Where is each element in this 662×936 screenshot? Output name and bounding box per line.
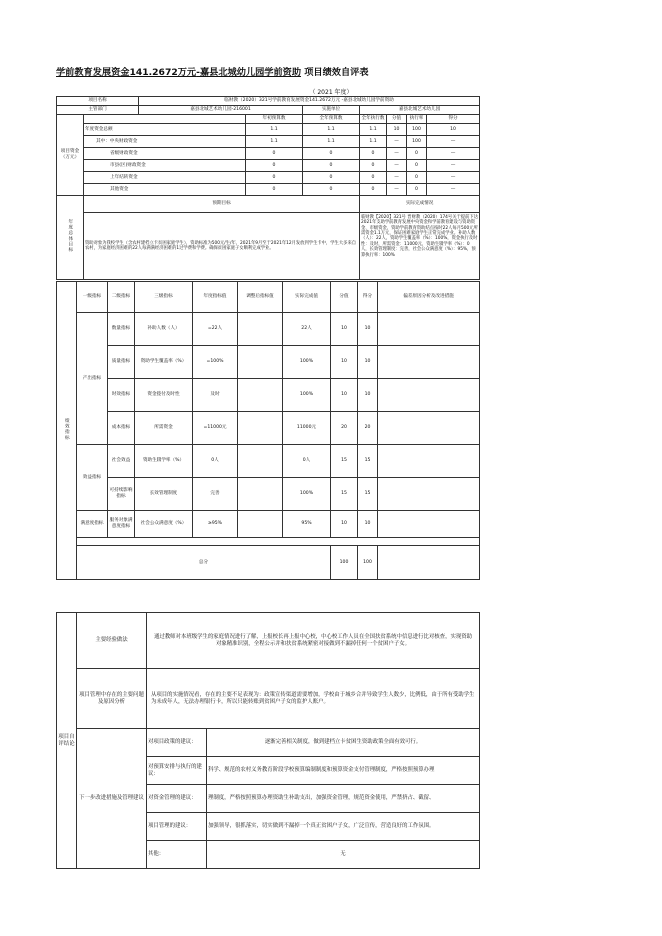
funds-cell: — [387, 184, 407, 196]
actual-result-text: 临财教【2020】321号 晋财教（2020）174号关于提前下达2021年支助学前教育发展中央资金和学前教育建设与资助资金、市级资金，资助学前教育资助结点按时22人每月500元所需资金1.1万元，保证困难家庭学生正常完成学业。补助人数（人）：22人，资助学生覆盖率（%）：100%，资金执行及时性：及时，所需资金：11000元，资助生辍学率（%）：0人，长效管理制度：完善，社会公众满意度（%）：95%，预算执行率：100% [360, 213, 480, 280]
perf-section-label: 绩效指标 [57, 282, 77, 580]
perf-note [378, 445, 480, 478]
problems-label: 项目管理中存在的主要问题及原因分析 [77, 669, 147, 729]
funds-row-label: 其他资金 [84, 184, 246, 196]
funds-cell: — [387, 136, 407, 148]
suggestion-label: 对预算安排与执行的建议： [147, 757, 207, 785]
funds-col-1: 全年预算数 [303, 115, 360, 124]
experience-label: 主要经验做法 [77, 613, 147, 669]
perf-score: 15 [331, 478, 358, 511]
perf-col-8: 偏差原因分析及改进措施 [378, 282, 480, 313]
perf-actual: 0人 [283, 445, 331, 478]
perf-l1: 效益指标 [77, 445, 108, 511]
perf-target: =100% [193, 346, 238, 379]
funds-cell: 1.1 [303, 136, 360, 148]
funds-cell: 0 [360, 160, 387, 172]
funds-col-0: 年初预算数 [246, 115, 303, 124]
perf-actual: 100% [283, 379, 331, 412]
perf-l1: 产出指标 [77, 313, 108, 445]
funds-cell: 1.1 [246, 124, 303, 136]
perf-l3: 所需资金 [135, 412, 193, 445]
perf-actual: 95% [283, 511, 331, 538]
perf-l3: 社会公众满意度（%） [135, 511, 193, 538]
problems-text: 从项目的实施情况看，存在的主要不足表现为：政策宣传渠道需要增加，学校由于城乡合并导致学生人数少，比例低，由于所有受助学生为未成年人，无法办理银行卡，所以只能转账到贫困户子女的监护人账户。 [147, 669, 480, 729]
perf-adjusted [238, 313, 283, 346]
perf-got: 20 [358, 412, 378, 445]
funds-col-5: 得分 [427, 115, 480, 124]
perf-l3: 长效管理制度 [135, 478, 193, 511]
funds-cell: 0 [360, 184, 387, 196]
perf-note [378, 511, 480, 538]
funds-cell: 0 [303, 160, 360, 172]
suggestion-text: 加强领导，很抓落实，切实做到不漏掉一个真正贫困户子女，广泛宣传，营造良好的工作氛围。 [207, 813, 480, 841]
perf-l2: 社会效益 [108, 445, 135, 478]
perf-score: 10 [331, 346, 358, 379]
funds-cell: 0 [407, 184, 427, 196]
perf-score: 10 [331, 511, 358, 538]
impl-label: 实施单位 [303, 106, 360, 115]
perf-l3: 资助学生覆盖率（%） [135, 346, 193, 379]
perf-got: 10 [358, 511, 378, 538]
perf-actual: 11000元 [283, 412, 331, 445]
perf-target: ≥95% [193, 511, 238, 538]
funds-cell: 0 [407, 148, 427, 160]
funds-cell: 1.1 [360, 124, 387, 136]
perf-col-4: 调整后指标值 [238, 282, 283, 313]
funds-col-2: 全年执行数 [360, 115, 387, 124]
title-mid: -嘉县北城幼儿园学前资助 [196, 67, 302, 78]
actual-result-label: 实际完成情况 [360, 196, 480, 213]
header-funds-goals-table [56, 96, 480, 280]
funds-cell: 0 [407, 172, 427, 184]
page-title [56, 64, 369, 78]
funds-cell: 0 [246, 160, 303, 172]
perf-adjusted [238, 412, 283, 445]
next-steps-label: 下一步改进措施及管理建议 [77, 729, 147, 869]
perf-got: 15 [358, 445, 378, 478]
funds-row-label: 市县(区)财政资金 [84, 160, 246, 172]
perf-note [378, 412, 480, 445]
experience-text: 通过教师对本班级学生的家庭情况进行了解，上报校长再上报中心校，中心校工作人员在全国扶贫系统中信息进行比对核查，实现资助对象精准识别，全程公示并和扶贫系统紧密对接做到不漏掉任何一个贫困户子女。 [147, 613, 480, 669]
perf-adjusted [238, 445, 283, 478]
total-note [378, 546, 480, 580]
impl-value: 嘉县北城艺术幼儿园 [360, 106, 480, 115]
suggestion-label: 项目管理的建议： [147, 813, 207, 841]
perf-adjusted [238, 511, 283, 538]
funds-cell: 0 [407, 160, 427, 172]
funds-cell: — [427, 160, 480, 172]
title-suffix: 项目绩效自评表 [301, 67, 369, 78]
funds-cell: 0 [360, 148, 387, 160]
perf-note [378, 379, 480, 412]
funds-col-4: 执行率 [407, 115, 427, 124]
suggestion-text: 逐渐完善相关制度，做到建档立卡贫困生资助政策全面有效可行。 [207, 729, 480, 757]
perf-target: 0人 [193, 445, 238, 478]
perf-score: 20 [331, 412, 358, 445]
perf-col-5: 实际完成值 [283, 282, 331, 313]
perf-target: =22人 [193, 313, 238, 346]
funds-cell: 0 [246, 184, 303, 196]
funds-section-label: 项目资金（万元） [57, 115, 84, 196]
funds-cell: 10 [427, 124, 480, 136]
funds-row-label: 上年结转资金 [84, 172, 246, 184]
perf-got: 15 [358, 478, 378, 511]
total-got: 100 [358, 546, 378, 580]
suggestion-label: 对项目政策的建议： [147, 729, 207, 757]
funds-cell: — [387, 148, 407, 160]
perf-l2: 服务对象满意度指标 [108, 511, 135, 538]
funds-col-3: 分值 [387, 115, 407, 124]
perf-actual: 100% [283, 478, 331, 511]
funds-row-label: 省级财政资金 [84, 148, 246, 160]
project-name-label: 项目名称 [57, 97, 139, 106]
funds-cell: — [387, 172, 407, 184]
conclusion-section-label: 项目自评结论 [57, 613, 77, 869]
suggestion-text: 理制度，严格按照预算办理资助生补助支出，加强资金管理，规范资金使用，严禁挤占、截留、 [207, 785, 480, 813]
perf-col-7: 得分 [358, 282, 378, 313]
funds-cell: 0 [303, 184, 360, 196]
perf-l2: 成本指标 [108, 412, 135, 445]
perf-got: 10 [358, 313, 378, 346]
funds-cell: — [387, 160, 407, 172]
perf-adjusted [238, 379, 283, 412]
perf-l2: 质量指标 [108, 346, 135, 379]
perf-adjusted [238, 346, 283, 379]
conclusion-table [56, 612, 480, 869]
perf-col-6: 分值 [331, 282, 358, 313]
performance-table [56, 281, 480, 580]
funds-cell: 1.1 [360, 136, 387, 148]
funds-cell: 1.1 [303, 124, 360, 136]
perf-note [378, 478, 480, 511]
perf-score: 10 [331, 313, 358, 346]
suggestion-label: 其他： [147, 841, 207, 869]
perf-l2: 数量指标 [108, 313, 135, 346]
perf-l2: 可持续影响指标 [108, 478, 135, 511]
funds-cell: 0 [303, 172, 360, 184]
perf-target: 及时 [193, 379, 238, 412]
perf-spacer-row [77, 538, 480, 546]
funds-cell: — [427, 136, 480, 148]
funds-cell: 0 [246, 148, 303, 160]
perf-l3: 资助生辍学率（%） [135, 445, 193, 478]
expected-goal-text: 资助对象为我校学生（含农村建档立卡贫困家庭学生），资助标准为500元/生/年，2021年9月至于2021年12月发放到学生卡中，学生大多来自农村，为家庭经济困难的22人每满满经济困难的1过学费和学费。确保贫困家庭子女顺利完成学业。 [84, 213, 360, 280]
perf-l2: 时效指标 [108, 379, 135, 412]
perf-col-1: 二级指标 [108, 282, 135, 313]
perf-col-2: 三级指标 [135, 282, 193, 313]
funds-cell: 100 [407, 124, 427, 136]
funds-row-label: 年度资金总额 [84, 124, 246, 136]
funds-cell: 1.1 [246, 136, 303, 148]
perf-score: 10 [331, 379, 358, 412]
perf-note [378, 346, 480, 379]
title-prefix: 学前教育发展资金141.2672万元 [56, 67, 197, 78]
funds-cell: 0 [360, 172, 387, 184]
suggestion-label: 对资金管理的建议： [147, 785, 207, 813]
year-line: （ 2021 年度） [309, 89, 353, 96]
dept-label: 主管部门 [57, 106, 139, 115]
project-name-value: 临财教（2020）321号学前教育发展资金141.2672万元 -嘉县北城幼儿园学前资助 [139, 97, 480, 106]
funds-cell: 0 [246, 172, 303, 184]
suggestion-text: 科学、规范的农村义务教育阶段学校预算编制制度和预算资金支付管理制度，严格按照预算办理 [207, 757, 480, 785]
perf-l3: 资金拨付及时性 [135, 379, 193, 412]
dept-value: 嘉县北城艺术幼儿园-216001 [139, 106, 303, 115]
perf-note [378, 313, 480, 346]
suggestion-text: 无 [207, 841, 480, 869]
perf-col-0: 一级指标 [77, 282, 108, 313]
perf-target: 完善 [193, 478, 238, 511]
perf-l3: 补助人数（人） [135, 313, 193, 346]
total-label: 总分 [77, 546, 331, 580]
perf-got: 10 [358, 346, 378, 379]
expected-goal-label: 预期目标 [84, 196, 360, 213]
perf-col-3: 年度指标值 [193, 282, 238, 313]
perf-got: 10 [358, 379, 378, 412]
perf-actual: 22人 [283, 313, 331, 346]
perf-l1: 满意度指标 [77, 511, 108, 538]
funds-cell: — [427, 172, 480, 184]
funds-cell: — [427, 148, 480, 160]
funds-cell: 100 [407, 136, 427, 148]
perf-actual: 100% [283, 346, 331, 379]
total-score: 100 [331, 546, 358, 580]
perf-adjusted [238, 478, 283, 511]
goals-section-label: 年度总体目标 [57, 196, 84, 280]
funds-cell: 0 [303, 148, 360, 160]
perf-score: 15 [331, 445, 358, 478]
funds-cell: — [427, 184, 480, 196]
funds-cell: 10 [387, 124, 407, 136]
perf-target: =11000元 [193, 412, 238, 445]
funds-row-label: 其中：中央财政资金 [84, 136, 246, 148]
